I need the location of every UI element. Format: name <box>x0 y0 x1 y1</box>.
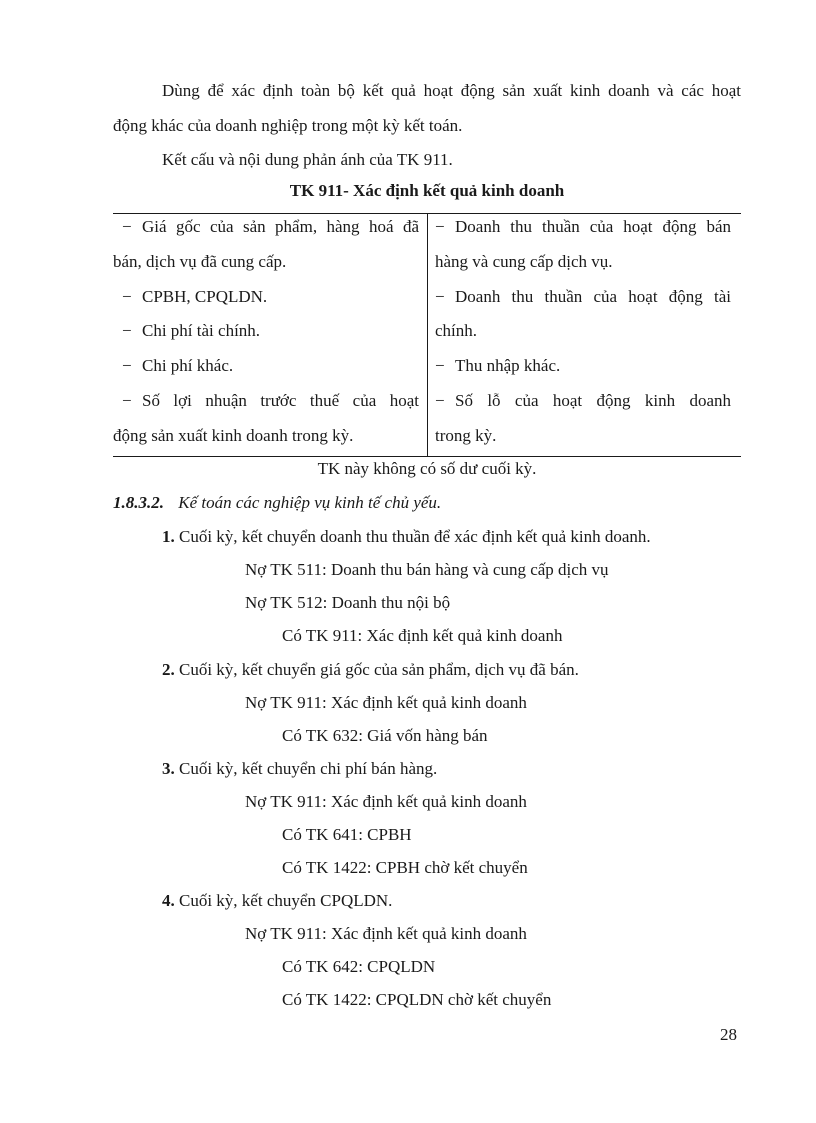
table-title: TK 911- Xác định kết quả kinh doanh <box>289 181 565 200</box>
dash-mark: − <box>435 217 445 236</box>
credit-row-1-cont: hàng và cung cấp dịch vụ. <box>435 252 613 271</box>
entry-3-credit-1: Có TK 641: CPBH <box>282 825 412 844</box>
entry-1-debit-1: Nợ TK 511: Doanh thu bán hàng và cung cấp dịch vụ <box>245 560 609 579</box>
dash-mark: − <box>122 287 132 306</box>
entry-3 <box>162 758 437 780</box>
entry-2-debit-1: Nợ TK 911: Xác định kết quả kinh doanh <box>245 693 527 712</box>
entry-2 <box>162 659 579 681</box>
credit-row-4: − Số lỗ của hoạt động kinh doanh <box>435 391 731 410</box>
dash-mark: − <box>122 321 132 340</box>
debit-row-2: − CPBH, CPQLDN. <box>122 287 268 306</box>
entry-1-debit-2: Nợ TK 512: Doanh thu nội bộ <box>245 593 451 612</box>
entry-4-credit-2: Có TK 1422: CPQLDN chờ kết chuyển <box>282 990 552 1009</box>
credit-row-2-cont: chính. <box>435 321 478 340</box>
dash-mark: − <box>435 391 445 410</box>
entry-1-credit-1: Có TK 911: Xác định kết quả kinh doanh <box>282 626 563 645</box>
credit-row-3: − Thu nhập khác. <box>435 356 561 375</box>
intro-paragraph-line-2: động khác của doanh nghiệp trong một kỳ kết toán. <box>113 116 463 135</box>
entry-3-debit-1: Nợ TK 911: Xác định kết quả kinh doanh <box>245 792 527 811</box>
credit-row-4-cont: trong kỳ. <box>435 426 497 445</box>
intro-paragraph-2: Kết cấu và nội dung phản ánh của TK 911. <box>162 150 453 169</box>
entry-2-credit-1: Có TK 632: Giá vốn hàng bán <box>282 726 488 745</box>
section-title: Kế toán các nghiệp vụ kinh tế chủ yếu. <box>178 493 442 512</box>
debit-row-5-cont: động sản xuất kinh doanh trong kỳ. <box>113 426 354 445</box>
entry-text: Cuối kỳ, kết chuyển doanh thu thuần để xác định kết quả kinh doanh. <box>179 527 651 546</box>
entry-number: 3. <box>162 759 175 778</box>
dash-mark: − <box>122 391 132 410</box>
dash-mark: − <box>122 356 132 375</box>
section-heading <box>113 492 441 514</box>
entry-number: 4. <box>162 891 175 910</box>
table-note: TK này không có số dư cuối kỳ. <box>317 459 537 478</box>
entry-4-credit-1: Có TK 642: CPQLDN <box>282 957 436 976</box>
entry-number: 2. <box>162 660 175 679</box>
credit-row-1: − Doanh thu thuần của hoạt động bán <box>435 217 731 236</box>
debit-row-5: − Số lợi nhuận trước thuế của hoạt <box>122 391 419 410</box>
debit-row-3: − Chi phí tài chính. <box>122 321 261 340</box>
page-number: 28 <box>720 1025 737 1044</box>
dash-mark: − <box>435 287 445 306</box>
debit-row-1-cont: bán, dịch vụ đã cung cấp. <box>113 252 287 271</box>
table-column-divider <box>427 213 428 456</box>
entry-text: Cuối kỳ, kết chuyển chi phí bán hàng. <box>179 759 438 778</box>
debit-row-1: − Giá gốc của sản phẩm, hàng hoá đã <box>122 217 419 236</box>
entry-1 <box>162 526 651 548</box>
entry-4-debit-1: Nợ TK 911: Xác định kết quả kinh doanh <box>245 924 527 943</box>
entry-text: Cuối kỳ, kết chuyển CPQLDN. <box>179 891 393 910</box>
table-bottom-rule <box>113 456 741 457</box>
entry-3-credit-2: Có TK 1422: CPBH chờ kết chuyển <box>282 858 528 877</box>
dash-mark: − <box>122 217 132 236</box>
intro-paragraph-line-1: Dùng để xác định toàn bộ kết quả hoạt động sản xuất kinh doanh và các hoạt <box>162 81 741 100</box>
section-number: 1.8.3.2. <box>113 493 164 512</box>
credit-row-2: − Doanh thu thuần của hoạt động tài <box>435 287 731 306</box>
entry-number: 1. <box>162 527 175 546</box>
debit-row-4: − Chi phí khác. <box>122 356 234 375</box>
entry-text: Cuối kỳ, kết chuyển giá gốc của sản phẩm, dịch vụ đã bán. <box>179 660 579 679</box>
dash-mark: − <box>435 356 445 375</box>
entry-4 <box>162 890 392 912</box>
